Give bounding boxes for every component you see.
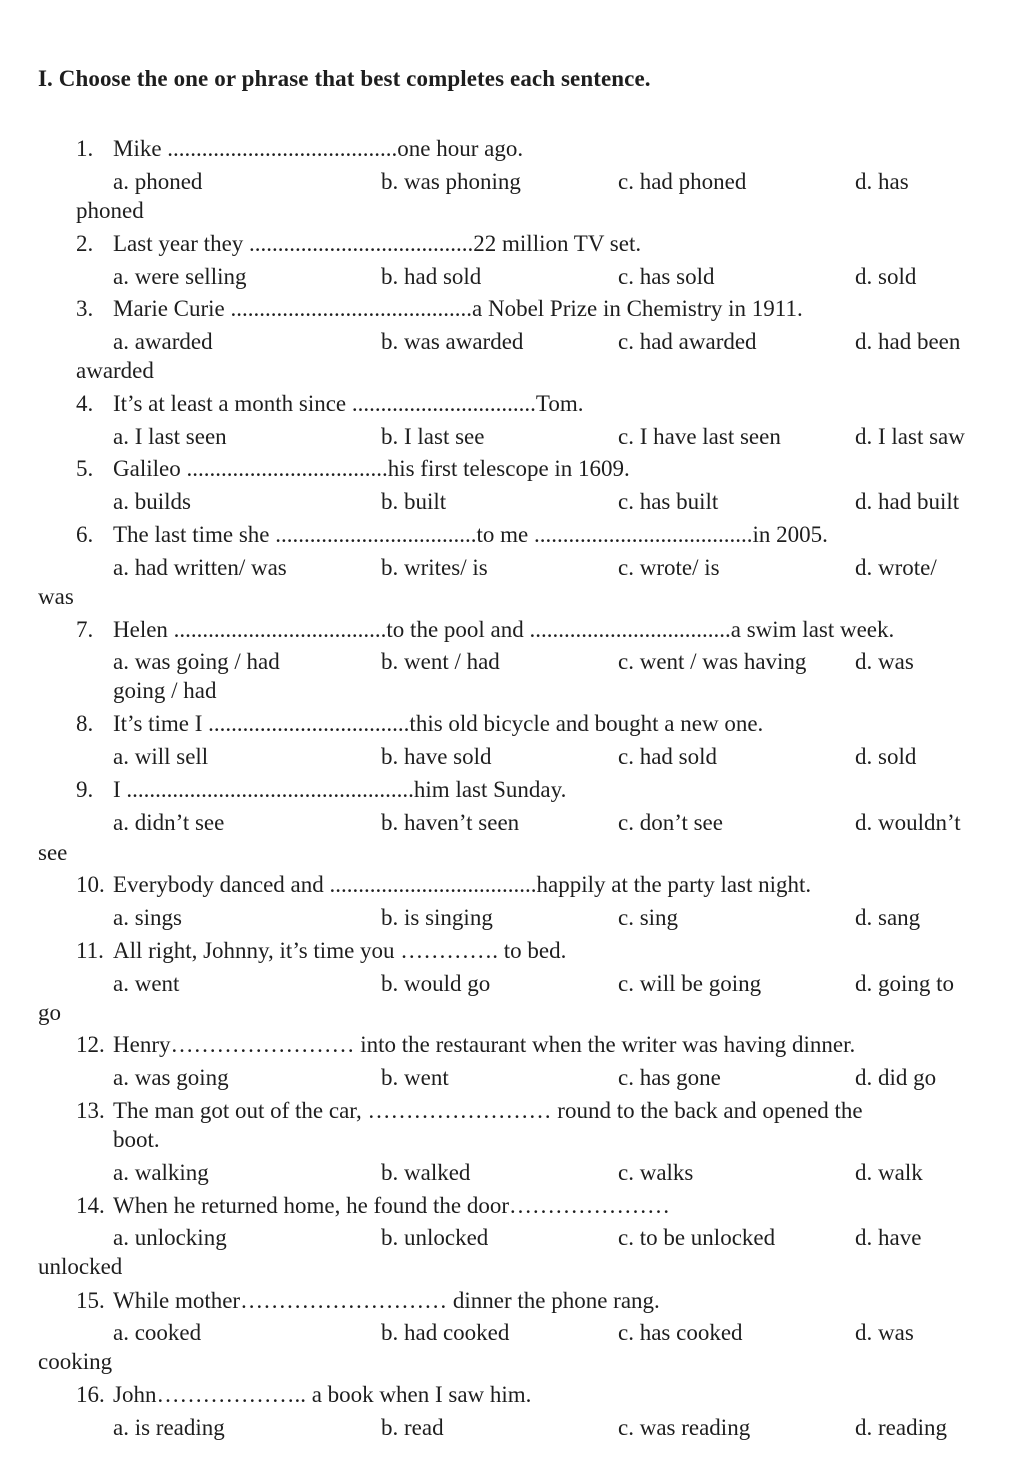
option-b[interactable]: b. read (381, 1415, 444, 1440)
option-a[interactable]: a. I last seen (113, 424, 227, 449)
option-wrap-text: unlocked (38, 1254, 123, 1279)
option-wrap-text: phoned (76, 198, 144, 223)
question-stem: Marie Curie ..........................................a Nobel Prize in Chemistry in 1911. (113, 296, 803, 321)
question-stem: John……………….. a book when I saw him. (113, 1382, 532, 1407)
option-d[interactable]: d. have (855, 1225, 922, 1250)
option-d[interactable]: d. was (855, 1320, 914, 1345)
question-number: 10. (76, 872, 105, 897)
question-stem: The man got out of the car, …………………… round to the back and opened the (113, 1098, 863, 1123)
question-number: 6. (76, 522, 94, 547)
option-a[interactable]: a. walking (113, 1160, 209, 1185)
question-stem: Mike ........................................one hour ago. (113, 136, 524, 161)
option-c[interactable]: c. don’t see (618, 810, 723, 835)
option-b[interactable]: b. would go (381, 971, 491, 996)
option-c[interactable]: c. went / was having (618, 649, 807, 674)
option-wrap-text: cooking (38, 1349, 113, 1374)
question-stem: Helen .....................................to the pool and ...................................a swim last week. (113, 617, 895, 642)
option-wrap-text: see (38, 840, 68, 865)
option-b[interactable]: b. had cooked (381, 1320, 510, 1345)
option-a[interactable]: a. were selling (113, 264, 247, 289)
option-a[interactable]: a. went (113, 971, 180, 996)
option-c[interactable]: c. has gone (618, 1065, 721, 1090)
question-stem: Galileo ...................................his first telescope in 1609. (113, 456, 630, 481)
option-wrap-text: go (38, 1000, 61, 1025)
option-b[interactable]: b. writes/ is (381, 555, 488, 580)
question-stem: I ..................................................him last Sunday. (113, 777, 567, 802)
option-a[interactable]: a. sings (113, 905, 182, 930)
option-a[interactable]: a. cooked (113, 1320, 202, 1345)
question-number: 14. (76, 1193, 105, 1218)
question-stem: All right, Johnny, it’s time you …………. to bed. (113, 938, 567, 963)
option-d[interactable]: d. did go (855, 1065, 937, 1090)
option-a[interactable]: a. awarded (113, 329, 213, 354)
question-number: 9. (76, 777, 94, 802)
question-number: 4. (76, 391, 94, 416)
option-d[interactable]: d. had been (855, 329, 961, 354)
option-c[interactable]: c. has cooked (618, 1320, 743, 1345)
question-stem: Last year they .......................................22 million TV set. (113, 231, 642, 256)
option-a[interactable]: a. was going / had (113, 649, 280, 674)
question-number: 11. (76, 938, 104, 963)
question-stem: Everybody danced and ....................................happily at the party last night. (113, 872, 812, 897)
option-c[interactable]: c. had sold (618, 744, 718, 769)
option-d[interactable]: d. sang (855, 905, 921, 930)
option-b[interactable]: b. went / had (381, 649, 500, 674)
option-c[interactable]: c. has sold (618, 264, 715, 289)
option-a[interactable]: a. had written/ was (113, 555, 287, 580)
option-a[interactable]: a. is reading (113, 1415, 225, 1440)
question-stem: Henry…………………… into the restaurant when the writer was having dinner. (113, 1032, 856, 1057)
option-wrap-text: was (38, 584, 74, 609)
option-c[interactable]: c. to be unlocked (618, 1225, 776, 1250)
question-number: 7. (76, 617, 94, 642)
question-stem: It’s at least a month since ................................Tom. (113, 391, 584, 416)
option-a[interactable]: a. was going (113, 1065, 229, 1090)
option-b[interactable]: b. was awarded (381, 329, 524, 354)
option-d[interactable]: d. I last saw (855, 424, 965, 449)
option-d[interactable]: d. walk (855, 1160, 923, 1185)
option-b[interactable]: b. I last see (381, 424, 485, 449)
option-a[interactable]: a. builds (113, 489, 191, 514)
option-wrap-text: awarded (76, 358, 154, 383)
option-a[interactable]: a. unlocking (113, 1225, 227, 1250)
question-number: 3. (76, 296, 94, 321)
option-a[interactable]: a. will sell (113, 744, 209, 769)
option-b[interactable]: b. had sold (381, 264, 482, 289)
option-c[interactable]: c. had phoned (618, 169, 747, 194)
option-c[interactable]: c. has built (618, 489, 719, 514)
question-number: 13. (76, 1098, 105, 1123)
option-c[interactable]: c. wrote/ is (618, 555, 720, 580)
option-d[interactable]: d. wouldn’t (855, 810, 961, 835)
question-stem-continued: boot. (113, 1127, 160, 1152)
question-stem: The last time she ...................................to me ......................................in 2005. (113, 522, 828, 547)
question-number: 1. (76, 136, 94, 161)
option-b[interactable]: b. built (381, 489, 447, 514)
option-d[interactable]: d. going to (855, 971, 955, 996)
question-stem: It’s time I ...................................this old bicycle and bought a new one. (113, 711, 764, 736)
option-wrap-text: going / had (113, 678, 217, 703)
option-b[interactable]: b. went (381, 1065, 449, 1090)
question-number: 5. (76, 456, 94, 481)
option-b[interactable]: b. haven’t seen (381, 810, 520, 835)
option-c[interactable]: c. will be going (618, 971, 762, 996)
question-number: 8. (76, 711, 94, 736)
option-c[interactable]: c. had awarded (618, 329, 757, 354)
option-d[interactable]: d. reading (855, 1415, 947, 1440)
question-stem: While mother……………………… dinner the phone rang. (113, 1288, 660, 1313)
question-number: 15. (76, 1288, 105, 1313)
question-stem: When he returned home, he found the door………………… (113, 1193, 670, 1218)
option-c[interactable]: c. walks (618, 1160, 694, 1185)
question-number: 16. (76, 1382, 105, 1407)
question-number: 2. (76, 231, 94, 256)
option-c[interactable]: c. sing (618, 905, 679, 930)
option-d[interactable]: d. had built (855, 489, 960, 514)
option-a[interactable]: a. phoned (113, 169, 203, 194)
option-b[interactable]: b. was phoning (381, 169, 521, 194)
option-d[interactable]: d. wrote/ (855, 555, 937, 580)
option-d[interactable]: d. sold (855, 744, 917, 769)
option-c[interactable]: c. I have last seen (618, 424, 781, 449)
option-b[interactable]: b. walked (381, 1160, 471, 1185)
option-c[interactable]: c. was reading (618, 1415, 751, 1440)
option-d[interactable]: d. was (855, 649, 914, 674)
option-b[interactable]: b. is singing (381, 905, 493, 930)
question-number: 12. (76, 1032, 105, 1057)
option-d[interactable]: d. sold (855, 264, 917, 289)
option-b[interactable]: b. unlocked (381, 1225, 489, 1250)
option-b[interactable]: b. have sold (381, 744, 492, 769)
option-a[interactable]: a. didn’t see (113, 810, 225, 835)
option-d[interactable]: d. has (855, 169, 909, 194)
section-heading: I. Choose the one or phrase that best completes each sentence. (38, 66, 651, 91)
